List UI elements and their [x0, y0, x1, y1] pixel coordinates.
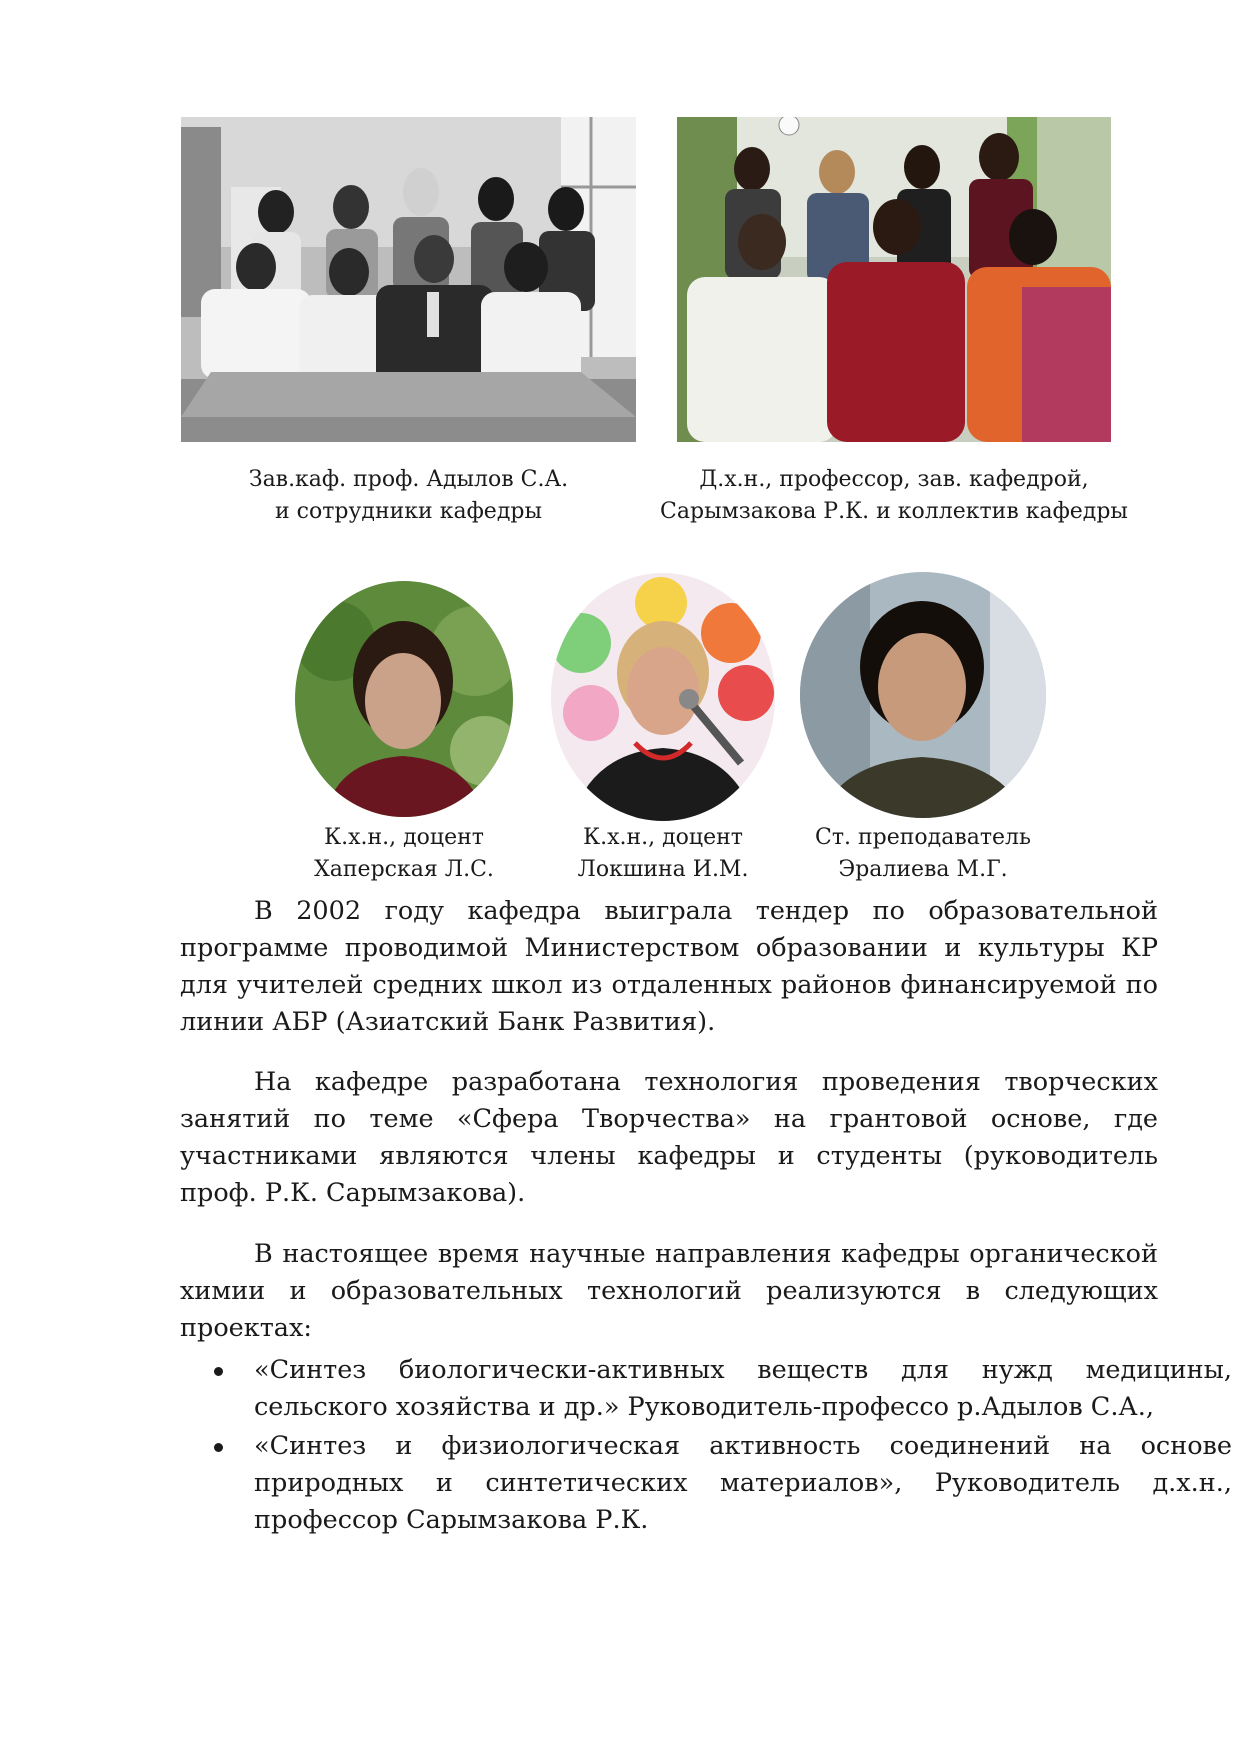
paragraph-technology: На кафедре разработана технология проведения творческих занятий по теме «Сфера Творчества» на грантовой основе, где участниками являются члены кафедры и студенты (руководитель проф. Р.К. Сарымзакова).: [180, 1067, 1158, 1208]
list-item: «Синтез биологически-активных веществ для нужд медицины, сельского хозяйства и др.» Руководитель-профессо р.Адылов С.А.,: [254, 1352, 1232, 1426]
caption-top-right: Д.х.н., профессор, зав. кафедрой, Сарымзакова Р.К. и коллектив кафедры: [660, 467, 1128, 524]
portrait-khaperskaya: [295, 581, 513, 817]
group-photo-adylov: [181, 117, 636, 442]
portrait-eralieva: [800, 572, 1046, 818]
portrait-lokshina: [551, 573, 775, 821]
paragraph-tender: В 2002 году кафедра выиграла тендер по образовательной программе проводимой Министерством образовании и культуры КР для учителей средних школ из отдаленных районов финансируемой по линии АБР (Азиатский Банк Развития).: [180, 896, 1158, 1037]
caption-portrait-1: К.х.н., доцент Хаперская Л.С.: [314, 825, 494, 882]
group-photo-sarymzakova: [677, 117, 1111, 442]
caption-portrait-3: Ст. преподаватель Эралиева М.Г.: [815, 825, 1031, 882]
projects-list: [180, 1352, 1232, 1539]
paragraph-directions: В настоящее время научные направления кафедры органической химии и образовательных технологий реализуются в следующих проектах:: [180, 1239, 1158, 1343]
list-item: «Синтез и физиологическая активность соединений на основе природных и синтетических материалов», Руководитель д.х.н., профессор Сарымзакова Р.К.: [254, 1428, 1232, 1539]
caption-portrait-2: К.х.н., доцент Локшина И.М.: [577, 825, 749, 882]
caption-top-left: Зав.каф. проф. Адылов С.А. и сотрудники кафедры: [248, 467, 569, 524]
